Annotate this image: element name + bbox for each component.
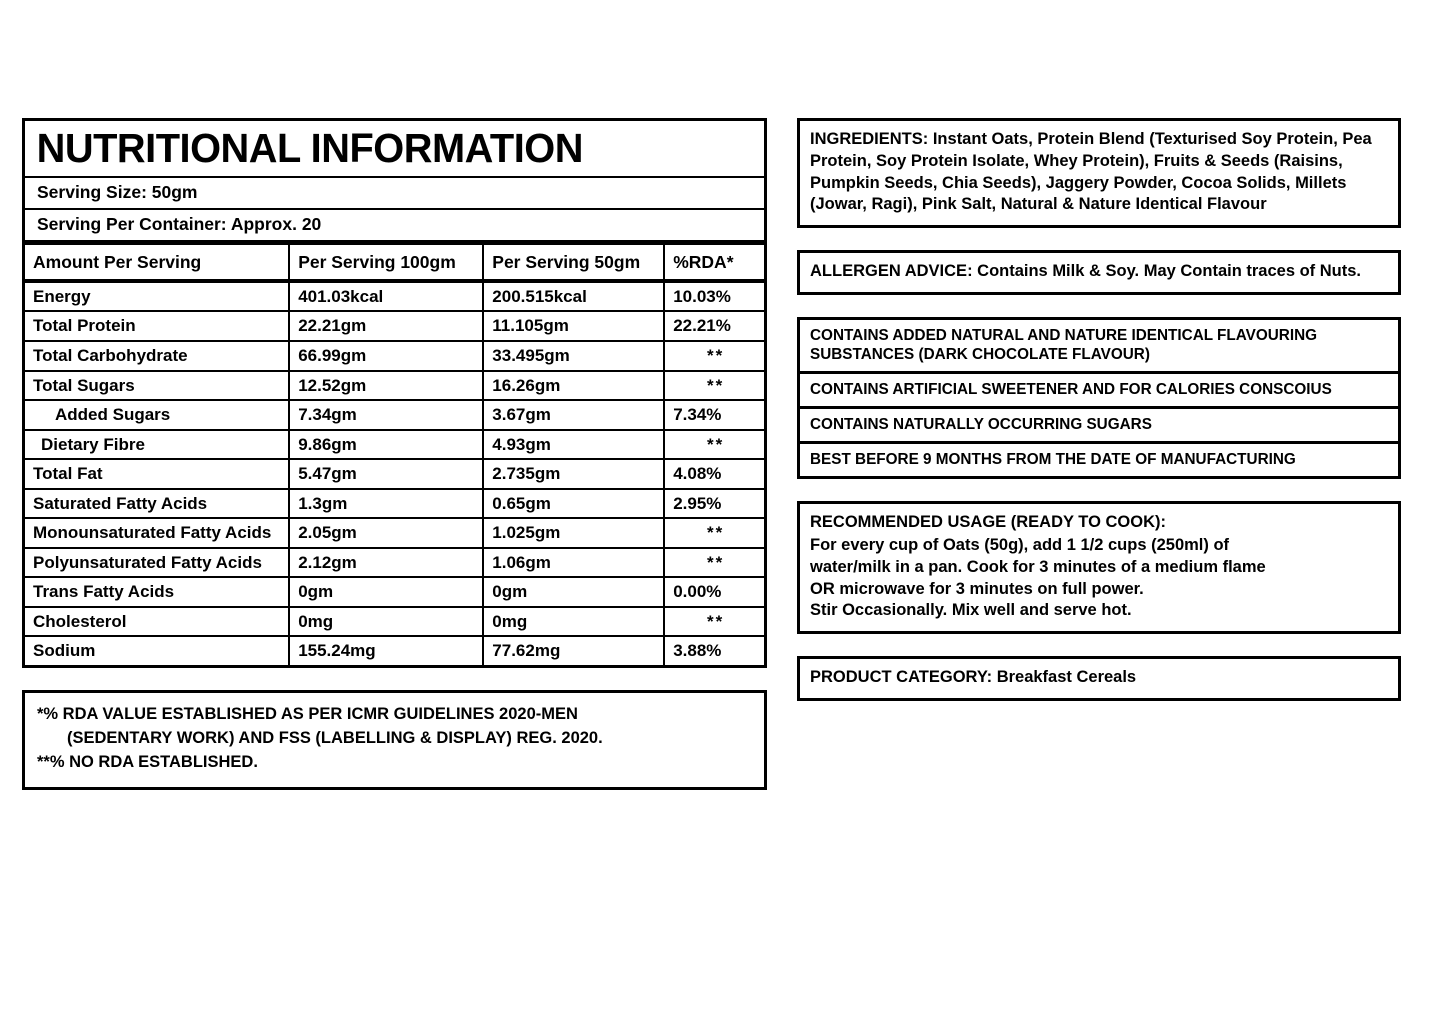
table-row (25, 281, 764, 312)
ingredients-text: Instant Oats, Protein Blend (Texturised Soy Protein, Pea Protein, Soy Protein Isolate, Whey Protein), Fruits & Seeds (Raisins, Pumpkin Seeds, Chia Seeds), Jaggery Powder, Cocoa Solids, Millets (Jowar, Ragi), Pink Salt, Natural & Nature Identical Flavour (810, 130, 1372, 214)
table-row (25, 518, 764, 548)
nutrient-name: Total Fat (25, 459, 289, 489)
footnote-line-3: **% NO RDA ESTABLISHED. (37, 752, 258, 771)
value-per-100gm: 7.34gm (289, 400, 483, 430)
column-header-amount: Amount Per Serving (25, 245, 289, 281)
value-per-100gm: 0gm (289, 577, 483, 607)
right-column (797, 118, 1401, 701)
allergen-label: ALLERGEN ADVICE: (810, 262, 973, 281)
value-per-50gm: 200.515kcal (483, 281, 664, 312)
servings-per-container-line: Serving Per Container: Approx. 20 (37, 213, 322, 234)
value-per-50gm: 1.025gm (483, 518, 664, 548)
table-row (25, 489, 764, 519)
nutrient-name: Added Sugars (25, 400, 289, 430)
page-title: NUTRITIONAL INFORMATION (36, 125, 583, 171)
table-row (25, 311, 764, 341)
usage-line-3: OR microwave for 3 minutes on full power. (810, 579, 1144, 598)
value-per-50gm: 33.495gm (483, 341, 664, 371)
value-rda: ** (664, 341, 764, 371)
value-per-100gm: 2.12gm (289, 548, 483, 578)
allergen-advice-panel (797, 250, 1401, 295)
column-header-rda: %RDA* (664, 245, 764, 281)
value-per-50gm: 0mg (483, 607, 664, 637)
value-per-100gm: 0mg (289, 607, 483, 637)
nutrient-name: Monounsaturated Fatty Acids (25, 518, 289, 548)
value-per-100gm: 66.99gm (289, 341, 483, 371)
table-row (25, 636, 764, 665)
usage-title: RECOMMENDED USAGE (READY TO COOK): (810, 513, 1166, 532)
value-per-50gm: 1.06gm (483, 548, 664, 578)
value-per-50gm: 77.62mg (483, 636, 664, 665)
value-rda: 10.03% (664, 281, 764, 312)
product-category-text: Breakfast Cereals (992, 668, 1137, 687)
product-category-label: PRODUCT CATEGORY: (810, 668, 993, 687)
statement-naturally-occurring-sugars: CONTAINS NATURALLY OCCURRING SUGARS (797, 406, 1401, 444)
table-row (25, 371, 764, 401)
footnote-line-1: *% RDA VALUE ESTABLISHED AS PER ICMR GUIDELINES 2020-MEN (37, 705, 578, 724)
table-row (25, 400, 764, 430)
value-per-100gm: 401.03kcal (289, 281, 483, 312)
usage-line-2: water/milk in a pan. Cook for 3 minutes of a medium flame (810, 557, 1266, 576)
nutrient-name: Sodium (25, 636, 289, 665)
value-per-50gm: 11.105gm (483, 311, 664, 341)
value-per-100gm: 22.21gm (289, 311, 483, 341)
table-row (25, 548, 764, 578)
product-category-panel (797, 656, 1401, 701)
value-rda: 2.95% (664, 489, 764, 519)
statement-flavouring-substances: CONTAINS ADDED NATURAL AND NATURE IDENTICAL FLAVOURING SUBSTANCES (DARK CHOCOLATE FLAVOUR) (797, 317, 1401, 374)
value-per-100gm: 9.86gm (289, 430, 483, 460)
nutrient-name: Trans Fatty Acids (25, 577, 289, 607)
serving-size-line: Serving Size: 50gm (37, 182, 198, 203)
statement-artificial-sweetener: CONTAINS ARTIFICIAL SWEETENER AND FOR CALORIES CONSCOIUS (797, 371, 1401, 409)
ingredients-panel (797, 118, 1401, 228)
table-row (25, 430, 764, 460)
value-per-50gm: 0.65gm (483, 489, 664, 519)
nutrient-name: Total Sugars (25, 371, 289, 401)
nutrient-name: Cholesterol (25, 607, 289, 637)
nutrient-name: Total Protein (25, 311, 289, 341)
value-per-50gm: 4.93gm (483, 430, 664, 460)
value-per-50gm: 0gm (483, 577, 664, 607)
recommended-usage-panel (797, 501, 1401, 634)
usage-line-4: Stir Occasionally. Mix well and serve hot. (810, 601, 1132, 620)
column-header-per-50gm: Per Serving 50gm (483, 245, 664, 281)
statements-stack (797, 317, 1401, 480)
value-per-100gm: 12.52gm (289, 371, 483, 401)
value-per-100gm: 2.05gm (289, 518, 483, 548)
table-row (25, 341, 764, 371)
value-rda: 4.08% (664, 459, 764, 489)
value-per-50gm: 2.735gm (483, 459, 664, 489)
nutrition-table (25, 245, 764, 665)
value-per-100gm: 1.3gm (289, 489, 483, 519)
value-rda: 22.21% (664, 311, 764, 341)
rda-footnote-panel (22, 690, 767, 790)
value-per-50gm: 16.26gm (483, 371, 664, 401)
value-rda: ** (664, 607, 764, 637)
ingredients-label: INGREDIENTS: (810, 130, 929, 148)
table-header-row (25, 245, 764, 281)
value-rda: 7.34% (664, 400, 764, 430)
nutrient-name: Polyunsaturated Fatty Acids (25, 548, 289, 578)
nutrient-name: Saturated Fatty Acids (25, 489, 289, 519)
value-per-50gm: 3.67gm (483, 400, 664, 430)
value-rda: ** (664, 430, 764, 460)
usage-line-1: For every cup of Oats (50g), add 1 1/2 cups (250ml) of (810, 536, 1230, 555)
value-rda: ** (664, 548, 764, 578)
nutrient-name: Total Carbohydrate (25, 341, 289, 371)
value-rda: ** (664, 518, 764, 548)
statement-best-before: BEST BEFORE 9 MONTHS FROM THE DATE OF MANUFACTURING (797, 441, 1401, 479)
column-header-per-100gm: Per Serving 100gm (289, 245, 483, 281)
table-row (25, 459, 764, 489)
footnote-line-2: (SEDENTARY WORK) AND FSS (LABELLING & DISPLAY) REG. 2020. (67, 728, 603, 747)
nutrient-name: Energy (25, 281, 289, 312)
value-rda: ** (664, 371, 764, 401)
allergen-text: Contains Milk & Soy. May Contain traces of Nuts. (972, 262, 1361, 281)
value-rda: 0.00% (664, 577, 764, 607)
table-row (25, 607, 764, 637)
nutrition-facts-panel (22, 118, 767, 668)
value-per-100gm: 155.24mg (289, 636, 483, 665)
value-rda: 3.88% (664, 636, 764, 665)
table-row (25, 577, 764, 607)
value-per-100gm: 5.47gm (289, 459, 483, 489)
nutrient-name: Dietary Fibre (25, 430, 289, 460)
nutrition-table-body (25, 281, 764, 665)
left-column (22, 118, 767, 790)
